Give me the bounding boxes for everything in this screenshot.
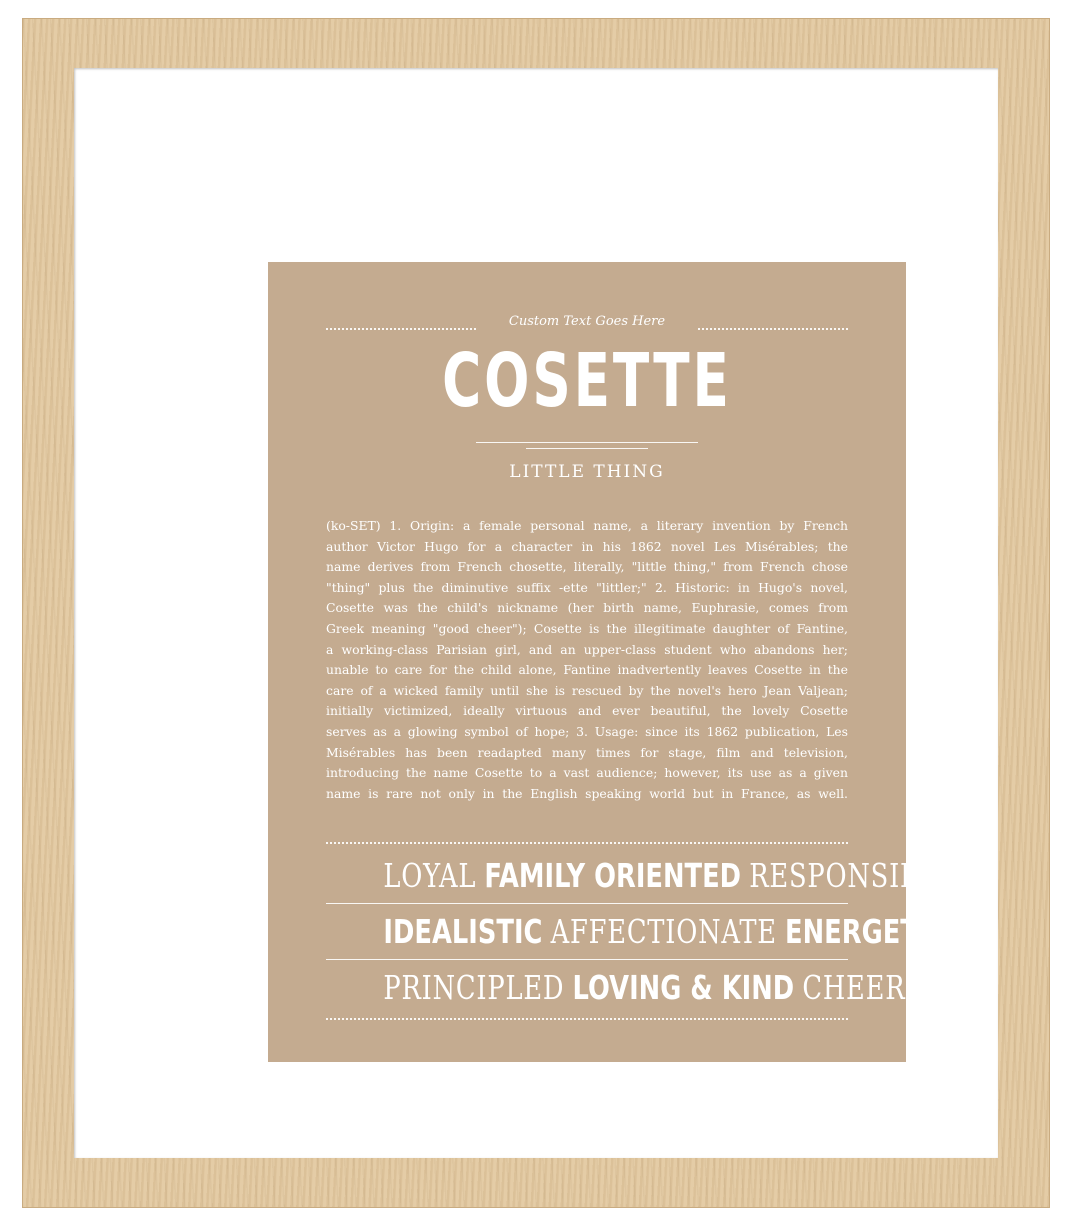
definition-line: unable to care for the child alone, Fantine inadvertently leaves Cosette in the — [326, 662, 848, 678]
white-mat — [74, 68, 998, 1158]
definition-line: "thing" plus the diminutive suffix -ette "littler;" 2. Historic: in Hugo's novel, — [326, 579, 848, 595]
definition-line: a working-class Parisian girl, and an upper-class student who abandons her; — [326, 641, 848, 657]
definition-line: serves as a glowing symbol of hope; 3. Usage: since its 1862 publication, Les — [326, 723, 848, 739]
trait: ENERGETIC — [785, 912, 947, 951]
trait: RESPONSIBLE — [749, 856, 958, 895]
traits-row-divider — [326, 903, 848, 904]
wooden-frame — [22, 18, 1050, 1208]
poster-name: COSETTE — [442, 338, 732, 424]
trait: LOVING & KIND — [572, 968, 795, 1007]
trait: AFFECTIONATE — [550, 912, 777, 951]
definition-line: name derives from French chosette, literally, "little thing," from French chose — [326, 559, 848, 575]
trait: PRINCIPLED — [383, 968, 565, 1007]
trait: IDEALISTIC — [383, 912, 543, 951]
traits-row-1 — [383, 856, 958, 895]
definition-line: initially victimized, ideally virtuous and ever beautiful, the lovely Cosette — [326, 703, 848, 719]
traits-row-2 — [383, 912, 947, 951]
traits-row-3 — [383, 968, 965, 1007]
definition-line: introducing the name Cosette to a vast audience; however, its use as a given — [326, 765, 848, 781]
traits-row-divider — [326, 959, 848, 960]
traits-top-dotted-divider — [326, 842, 848, 844]
definition-line: Misérables has been readapted many times for stage, film and television, — [326, 744, 848, 760]
name-underline-rule — [476, 442, 698, 443]
definition-line: care of a wicked family until she is rescued by the novel's hero Jean Valjean; — [326, 682, 848, 698]
definition-line: name is rare not only in the English speaking world but in France, as well. — [326, 785, 848, 801]
definition-line: Greek meaning "good cheer"); Cosette is the illegitimate daughter of Fantine, — [326, 620, 848, 636]
trait: FAMILY ORIENTED — [484, 856, 742, 895]
definition-line: (ko-SET) 1. Origin: a female personal name, a literary invention by French — [326, 518, 848, 533]
trait: LOYAL — [383, 856, 477, 895]
definition-line: Cosette was the child's nickname (her birth name, Euphrasie, comes from — [326, 600, 848, 616]
name-poster — [268, 262, 965, 1062]
traits-bottom-dotted-divider — [326, 1018, 848, 1020]
name-definition — [326, 516, 848, 804]
custom-text: Custom Text Goes Here — [508, 314, 666, 329]
trait: CHEERFUL — [802, 968, 965, 1007]
definition-line: author Victor Hugo for a character in his 1862 novel Les Misérables; the — [326, 538, 848, 554]
name-underline-rule-short — [526, 448, 648, 449]
name-meaning: LITTLE THING — [509, 462, 665, 482]
